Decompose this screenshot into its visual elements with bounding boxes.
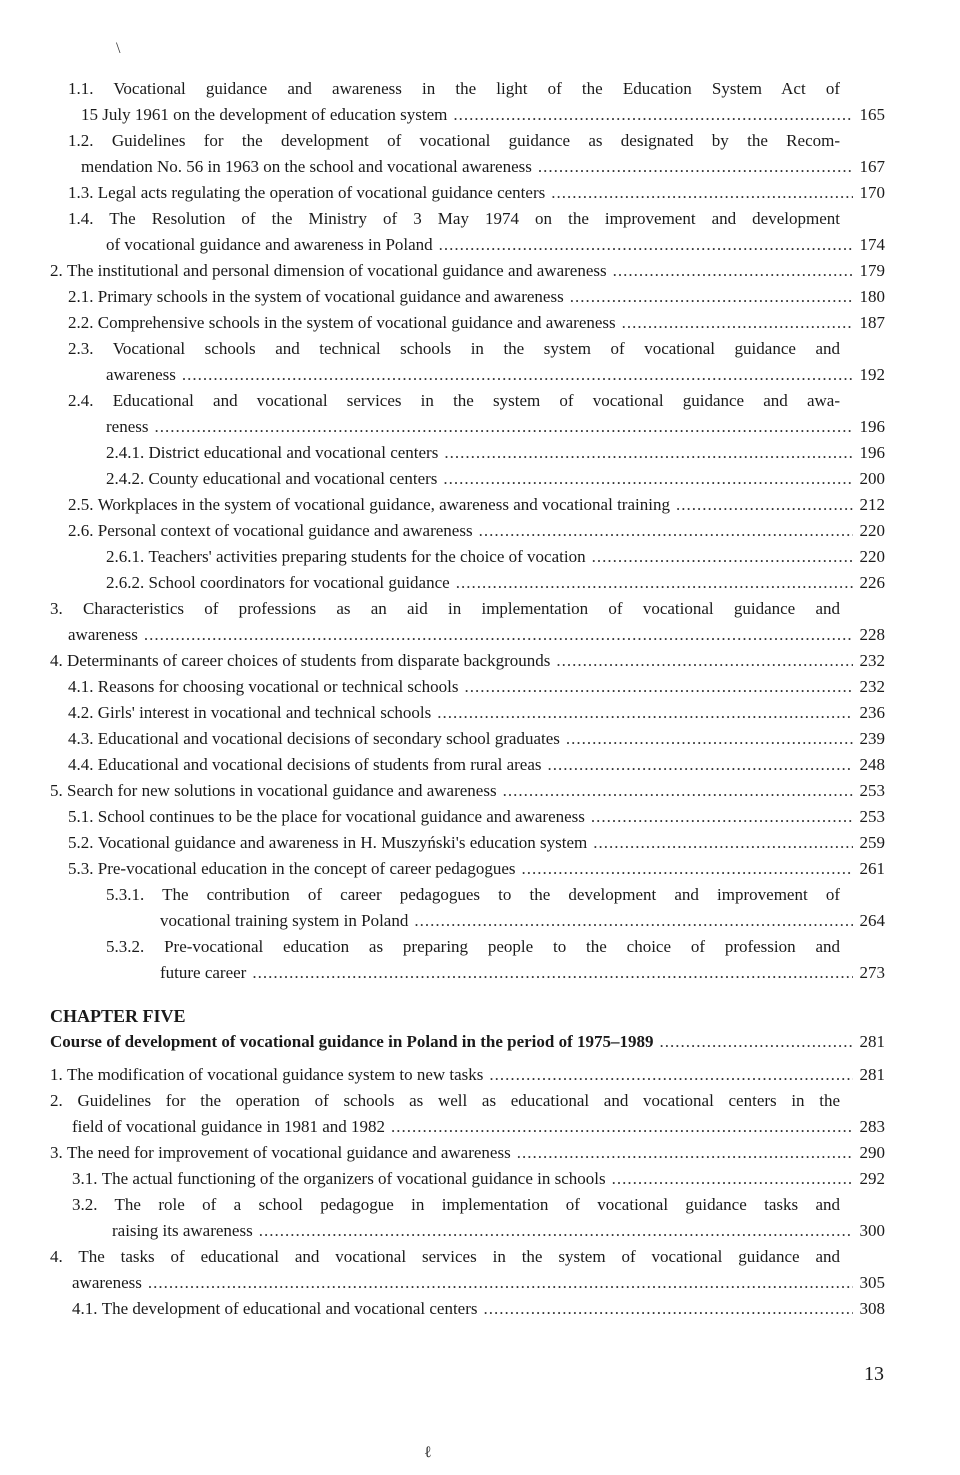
ch5-toc-entry-2-line2: field of vocational guidance in 1981 and 1982 ..... 283 <box>72 1114 885 1140</box>
toc-entry-1-4-line2: of vocational guidance and awareness in Poland ..... 174 <box>106 232 885 258</box>
toc-entry-4-4: 4.4. Educational and vocational decisions of students from rural areas ..... 248 <box>68 752 885 778</box>
ch5-toc-entry-1: 1. The modification of vocational guidance system to new tasks ..... 281 <box>50 1062 885 1088</box>
toc-entry-5-2: 5.2. Vocational guidance and awareness in H. Muszyński's education system ..... 259 <box>68 830 885 856</box>
ch5-toc-entry-3-2-line1: 3.2. The role of a school pedagogue in implementation of vocational guidance tasks and <box>72 1195 840 1214</box>
ch5-toc-entry-4-line1: 4. The tasks of educational and vocational services in the system of vocational guidance and <box>50 1247 840 1266</box>
chapter-title: Course of development of vocational guidance in Poland in the period of 1975–1989 ..... 281 <box>50 1029 885 1055</box>
toc-entry-2-4-line2: reness ..... 196 <box>106 414 885 440</box>
toc-entry-5-3: 5.3. Pre-vocational education in the concept of career pedagogues ..... 261 <box>68 856 885 882</box>
toc-entry-2-5: 2.5. Workplaces in the system of vocational guidance, awareness and vocational training ..... 212 <box>68 492 885 518</box>
toc-entry-2-6: 2.6. Personal context of vocational guidance and awareness ..... 220 <box>68 518 885 544</box>
ch5-toc-entry-3-2-line2: raising its awareness ..... 300 <box>112 1218 885 1244</box>
toc-entry-2: 2. The institutional and personal dimension of vocational guidance and awareness ..... 179 <box>50 258 885 284</box>
toc-entry-5-3-2-line1: 5.3.2. Pre-vocational education as preparing people to the choice of profession and <box>106 937 840 956</box>
toc-entry-3-line2: awareness ..... 228 <box>68 622 885 648</box>
toc-entry-1-4-line1: 1.4. The Resolution of the Ministry of 3 May 1974 on the improvement and development <box>68 209 840 228</box>
ch5-toc-entry-4-1: 4.1. The development of educational and vocational centers ..... 308 <box>72 1296 885 1322</box>
toc-entry-1-2-line1: 1.2. Guidelines for the development of vocational guidance as designated by the Recom- <box>68 131 840 150</box>
ch5-toc-entry-3: 3. The need for improvement of vocational guidance and awareness ..... 290 <box>50 1140 885 1166</box>
toc-entry-2-4-1: 2.4.1. District educational and vocational centers ..... 196 <box>106 440 885 466</box>
bottom-mark: ℓ <box>424 1444 432 1461</box>
toc-entry-1-2-line2: mendation No. 56 in 1963 on the school and vocational awareness ..... 167 <box>81 154 885 180</box>
toc-entry-1-1-line1: 1.1. Vocational guidance and awareness in the light of the Education System Act of <box>68 79 840 98</box>
toc-entry-2-4-2: 2.4.2. County educational and vocational centers ..... 200 <box>106 466 885 492</box>
toc-entry-1-3: 1.3. Legal acts regulating the operation of vocational guidance centers ..... 170 <box>68 180 885 206</box>
toc-entry-4: 4. Determinants of career choices of students from disparate backgrounds ..... 232 <box>50 648 885 674</box>
toc-entry-5-1: 5.1. School continues to be the place for vocational guidance and awareness ..... 253 <box>68 804 885 830</box>
toc-entry-5-3-2-line2: future career ..... 273 <box>160 960 885 986</box>
toc-entry-2-4-line1: 2.4. Educational and vocational services in the system of vocational guidance and awa- <box>68 391 840 410</box>
chapter-label: CHAPTER FIVE <box>50 1006 186 1026</box>
ch5-toc-entry-3-1: 3.1. The actual functioning of the organizers of vocational guidance in schools ..... 292 <box>72 1166 885 1192</box>
toc-entry-4-2: 4.2. Girls' interest in vocational and technical schools ..... 236 <box>68 700 885 726</box>
toc-entry-2-1: 2.1. Primary schools in the system of vocational guidance and awareness ..... 180 <box>68 284 885 310</box>
toc-entry-2-2: 2.2. Comprehensive schools in the system of vocational guidance and awareness ..... 187 <box>68 310 885 336</box>
ch5-toc-entry-2-line1: 2. Guidelines for the operation of schools as well as educational and vocational centers in the <box>50 1091 840 1110</box>
toc-entry-4-3: 4.3. Educational and vocational decisions of secondary school graduates ..... 239 <box>68 726 885 752</box>
toc-entry-3-line1: 3. Characteristics of professions as an aid in implementation of vocational guidance and <box>50 599 840 618</box>
toc-entry-4-1: 4.1. Reasons for choosing vocational or technical schools ..... 232 <box>68 674 885 700</box>
toc-entry-5-3-1-line2: vocational training system in Poland ..... 264 <box>160 908 885 934</box>
toc-entry-2-3-line2: awareness ..... 192 <box>106 362 885 388</box>
ch5-toc-entry-4-line2: awareness ..... 305 <box>72 1270 885 1296</box>
toc-entry-2-6-2: 2.6.2. School coordinators for vocational guidance ..... 226 <box>106 570 885 596</box>
toc-entry-5: 5. Search for new solutions in vocational guidance and awareness ..... 253 <box>50 778 885 804</box>
top-mark: \ <box>116 40 121 57</box>
toc-entry-5-3-1-line1: 5.3.1. The contribution of career pedagogues to the development and improvement of <box>106 885 840 904</box>
toc-entry-2-3-line1: 2.3. Vocational schools and technical schools in the system of vocational guidance and <box>68 339 840 358</box>
toc-entry-2-6-1: 2.6.1. Teachers' activities preparing students for the choice of vocation ..... 220 <box>106 544 885 570</box>
page-number: 13 <box>864 1363 884 1385</box>
toc-entry-1-1-line2: 15 July 1961 on the development of education system ..... 165 <box>81 102 885 128</box>
